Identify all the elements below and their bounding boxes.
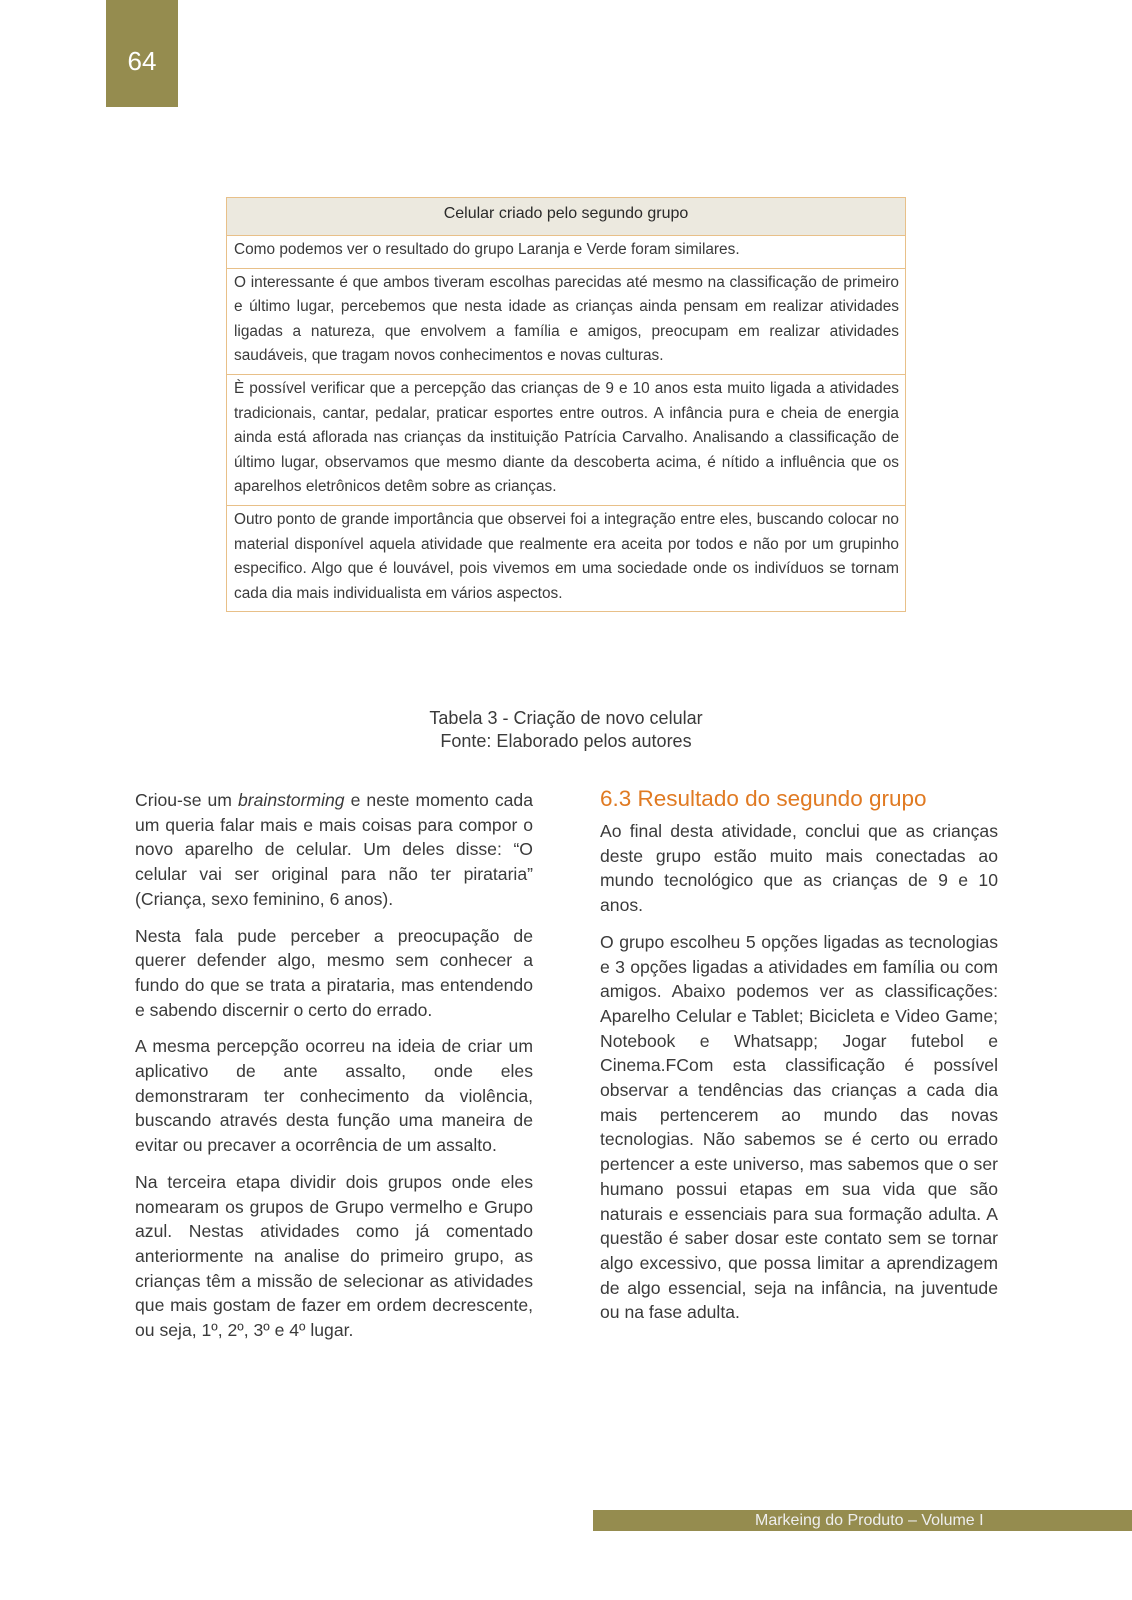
table-row: Como podemos ver o resultado do grupo Laranja e Verde foram similares. — [227, 236, 905, 269]
table-caption-title: Tabela 3 - Criação de novo celular — [429, 708, 703, 728]
right-column — [600, 788, 998, 1337]
table-row: È possível verificar que a percepção das crianças de 9 e 10 anos esta muito ligada a atividades tradicionais, cantar, pedalar, praticar esportes entre outros. A infância pura e cheia de energia ainda está aflorada nas crianças da instituição Patrícia Carvalho. Analisando a classificação de último lugar, observamos que mesmo diante da descoberta acima, é nítido a influência que os aparelhos eletrônicos detêm sobre as crianças. — [227, 375, 905, 506]
paragraph: O grupo escolheu 5 opções ligadas as tecnologias e 3 opções ligadas a atividades em família ou com amigos. Abaixo podemos ver as classificações: Aparelho Celular e Tablet; Bicicleta e Video Game; Notebook e Whatsapp; Jogar futebol e Cinema.FCom esta classificação é possível observar a tendências das crianças a cada dia mais pertencerem ao mundo das novas tecnologias. Não sabemos se é certo ou errado pertencer a este universo, mas sabemos que o ser humano possui etapas em sua vida que são naturais e essenciais para sua formação adulta. A questão é saber dosar este contato sem se tornar algo excessivo, que possa limitar a aprendizagem de algo essencial, seja na infância, na juventude ou na fase adulta. — [600, 931, 998, 1323]
paragraph-text: e neste momento cada um queria falar mais e mais coisas para compor o novo aparelho de celular. Um deles disse: “O celular vai ser original para não ter pirataria” (Criança, sexo feminino, 6 anos). — [135, 790, 533, 909]
paragraph: Nesta fala pude perceber a preocupação de querer defender algo, mesmo sem conhecer a fundo do que se trata a pirataria, mas entendendo e sabendo discernir o certo do errado. — [135, 925, 533, 1020]
emphasis-text: brainstorming — [237, 790, 345, 810]
results-table — [226, 197, 906, 612]
section-heading: 6.3 Resultado do segundo grupo — [600, 786, 927, 811]
table-header: Celular criado pelo segundo grupo — [227, 198, 905, 236]
page-number: 64 — [106, 0, 178, 107]
table-row: Outro ponto de grande importância que observei foi a integração entre eles, buscando colocar no material disponível aquela atividade que realmente era aceita por todos e não por um grupinho especifico. Algo que é louvável, pois vivemos em uma sociedade onde os indivíduos se tornam cada dia mais individualista em vários aspectos. — [234, 510, 899, 602]
table-row: O interessante é que ambos tiveram escolhas parecidas até mesmo na classificação de primeiro e último lugar, percebemos que nesta idade as crianças ainda pensam em realizar atividades ligadas a natureza, que envolvem a família e amigos, preocupam em realizar atividades saudáveis, que tragam novos conhecimentos e novas culturas. — [227, 269, 905, 375]
paragraph-text: Criou-se um — [135, 790, 238, 810]
table-caption-source: Fonte: Elaborado pelos autores — [440, 730, 692, 751]
paragraph: A mesma percepção ocorreu na ideia de criar um aplicativo de ante assalto, onde eles demonstraram ter conhecimento da violência, buscando através desta função uma maneira de evitar ou precaver a ocorrência de um assalto. — [135, 1036, 533, 1156]
table-caption — [226, 707, 906, 752]
left-column — [135, 788, 533, 1355]
paragraph: Na terceira etapa dividir dois grupos onde eles nomearam os grupos de Grupo vermelho e Grupo azul. Nestas atividades como já comentado anteriormente na analise do primeiro grupo, as crianças têm a missão de selecionar as atividades que mais gostam de fazer em ordem decrescente, ou seja, 1º, 2º, 3º e 4º lugar. — [135, 1171, 533, 1341]
footer-bar — [593, 1510, 1132, 1531]
footer-title: Markeing do Produto – Volume I — [755, 1512, 984, 1529]
paragraph: Ao final desta atividade, conclui que as crianças deste grupo estão muito mais conectadas ao mundo tecnológico que as crianças de 9 e 10 anos. — [600, 821, 998, 916]
paragraph — [135, 788, 533, 912]
